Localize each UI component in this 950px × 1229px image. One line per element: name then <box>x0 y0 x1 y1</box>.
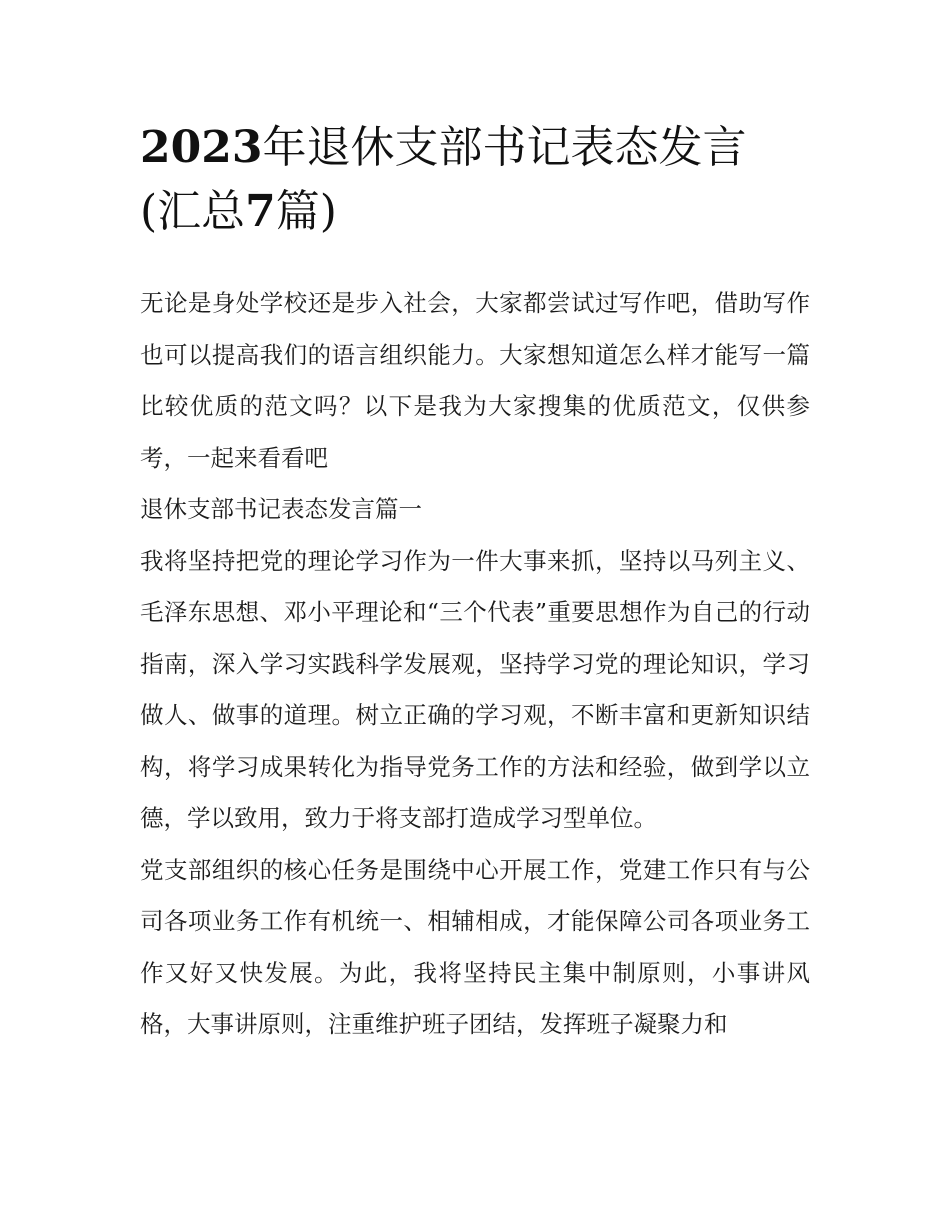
intro-paragraph: 无论是身处学校还是步入社会，大家都尝试过写作吧，借助写作也可以提高我们的语言组织能力。大家想知道怎么样才能写一篇比较优质的范文吗？以下是我为大家搜集的优质范文，仅供参考，一起来看看吧 <box>140 289 810 472</box>
title-close-paren: 篇) <box>275 186 337 237</box>
document-body <box>140 278 810 1051</box>
title-year: 2023 <box>140 122 263 173</box>
body-paragraph-2: 党支部组织的核心任务是围绕中心开展工作，党建工作只有与公司各项业务工作有机统一、相辅相成，才能保障公司各项业务工作又好又快发展。为此，我将坚持民主集中制原则，小事讲风格，大事讲原则，注重维护班子团结，发挥班子凝聚力和 <box>140 855 810 1038</box>
section-heading: 退休支部书记表态发言篇一 <box>140 495 422 523</box>
body-paragraph-1: 我将坚持把党的理论学习作为一件大事来抓，坚持以马列主义、毛泽东思想、邓小平理论和“三个代表”重要思想作为自己的行动指南，深入学习实践科学发展观，坚持学习党的理论知识，学习做人、做事的道理。树立正确的学习观，不断丰富和更新知识结构，将学习成果转化为指导党务工作的方法和经验，做到学以立德，学以致用，致力于将支部打造成学习型单位。 <box>140 546 810 832</box>
title-line1-text: 年退休支部书记表态发言 <box>262 122 747 173</box>
title-open-paren: (汇总 <box>140 186 246 237</box>
document-title <box>140 116 820 244</box>
title-count: 7 <box>245 186 276 237</box>
